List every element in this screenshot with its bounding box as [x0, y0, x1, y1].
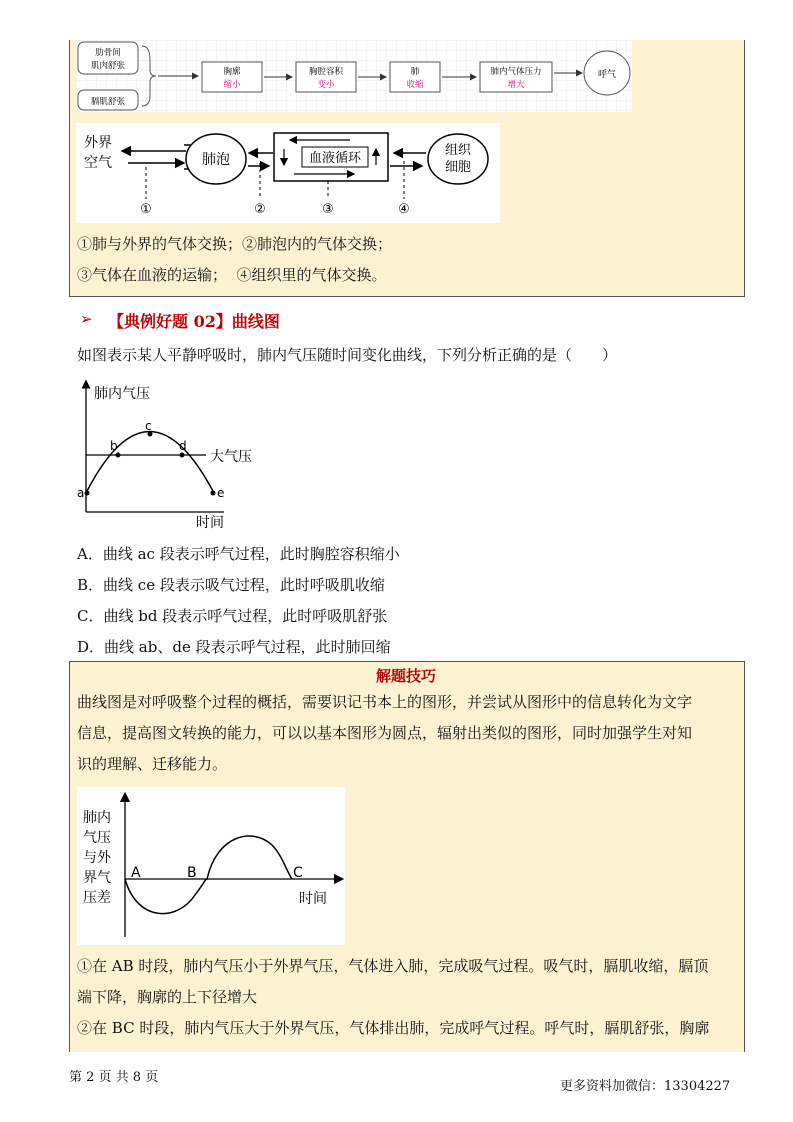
- question-graph-xlabel: 时间: [196, 515, 224, 531]
- marker-2: ②: [254, 202, 266, 217]
- section-title: 【典例好题 02】曲线图: [108, 312, 280, 331]
- flow-box-thorax-sub: 缩小: [223, 80, 241, 90]
- outside-air-label-1: 外界: [84, 135, 112, 151]
- tips-point1-line2: 端下降，胸廓的上下径增大: [77, 988, 258, 1006]
- point-a: a: [77, 486, 85, 500]
- point-B: B: [187, 865, 197, 881]
- tissue-cells-label-2: 细胞: [444, 160, 472, 175]
- tips-graph-ylabel-3: 与外: [83, 850, 111, 866]
- point-e: e: [217, 486, 225, 500]
- option-a[interactable]: A．曲线 ac 段表示呼气过程，此时胸腔容积缩小: [77, 545, 400, 563]
- flow-diagram: [76, 40, 632, 112]
- flow-box-chest-label: 胸腔容积: [308, 67, 344, 77]
- flow-box-thorax-label: 胸廓: [223, 67, 241, 77]
- point-C: C: [293, 865, 303, 881]
- tips-intro-1: 曲线图是对呼吸整个过程的概括，需要识记书本上的图形，并尝试从图形中的信息转化为文字: [77, 693, 693, 711]
- marker-3: ③: [322, 202, 334, 217]
- tips-graph-xlabel: 时间: [299, 891, 327, 907]
- flow-box-pressure-label: 肺内气体压力: [490, 67, 542, 77]
- tips-graph-ylabel-1: 肺内: [83, 810, 111, 826]
- tips-graph-ylabel-2: 气压: [83, 830, 111, 846]
- tissue-cells-circle: [428, 134, 488, 184]
- tips-intro-2: 信息，提高图文转换的能力，可以以基本图形为圆点，辐射出类似的图形，同时加强学生对知: [77, 724, 693, 742]
- outside-air-label-2: 空气: [84, 155, 112, 171]
- tissue-cells-label-1: 组织: [444, 143, 472, 158]
- option-d[interactable]: D．曲线 ab、de 段表示呼气过程，此时肺回缩: [77, 638, 391, 656]
- tips-intro-3: 识的理解、迁移能力。: [77, 755, 228, 773]
- flow-box-lung-sub: 收缩: [406, 80, 424, 90]
- question-graph-ref-label: 大气压: [210, 449, 252, 465]
- marker-4: ④: [398, 202, 410, 217]
- gas-exchange-diagram: [76, 123, 500, 223]
- point-d: d: [179, 439, 187, 453]
- flow-box-pressure-sub: 增大: [507, 80, 525, 90]
- flow-left-label-1a: 肋骨间: [95, 48, 121, 58]
- tips-point2-line1: ②在 BC 时段，肺内气压大于外界气压，气体排出肺，完成呼气过程。呼气时，膈肌舒张，胸廓: [77, 1019, 710, 1037]
- section-arrow: ➢: [80, 310, 93, 328]
- point-A: A: [131, 865, 141, 881]
- question-text: 如图表示某人平静呼吸时，肺内气压随时间变化曲线，下列分析正确的是（ ）: [77, 346, 618, 364]
- point-c: c: [145, 419, 152, 433]
- option-c[interactable]: C．曲线 bd 段表示呼气过程，此时呼吸肌舒张: [77, 607, 388, 625]
- flow-left-label-1b: 肌肉舒张: [90, 61, 126, 71]
- tips-graph-ylabel-5: 压差: [83, 890, 111, 906]
- flow-end-label: 呼气: [597, 70, 617, 80]
- tips-point1-line1: ①在 AB 时段，肺内气压小于外界气压，气体进入肺，完成吸气过程。吸气时，膈肌收缩，膈顶: [77, 957, 709, 975]
- point-b: b: [110, 439, 118, 453]
- option-b[interactable]: B．曲线 ce 段表示吸气过程，此时呼吸肌收缩: [77, 576, 385, 594]
- question-graph: [74, 376, 274, 532]
- footer-contact: 更多资料加微信：13304227: [560, 1079, 731, 1094]
- page-number: 第 2 页 共 8 页: [69, 1070, 159, 1085]
- tips-graph: [77, 787, 345, 945]
- notes-line-1: ①肺与外界的气体交换；②肺泡内的气体交换；: [77, 235, 393, 253]
- marker-1: ①: [140, 202, 152, 217]
- flow-box-chest-sub: 变小: [317, 80, 335, 90]
- flow-left-label-2: 膈肌舒张: [90, 97, 126, 107]
- blood-circulation-label: 血液循环: [308, 151, 362, 166]
- alveoli-label: 肺泡: [202, 152, 230, 168]
- question-graph-ylabel: 肺内气压: [94, 386, 150, 402]
- tips-title: 解题技巧: [375, 667, 436, 685]
- flow-box-lung-label: 肺: [410, 67, 420, 77]
- notes-line-2: ③气体在血液的运输； ④组织里的气体交换。: [77, 266, 387, 284]
- tips-graph-ylabel-4: 界气: [83, 870, 111, 886]
